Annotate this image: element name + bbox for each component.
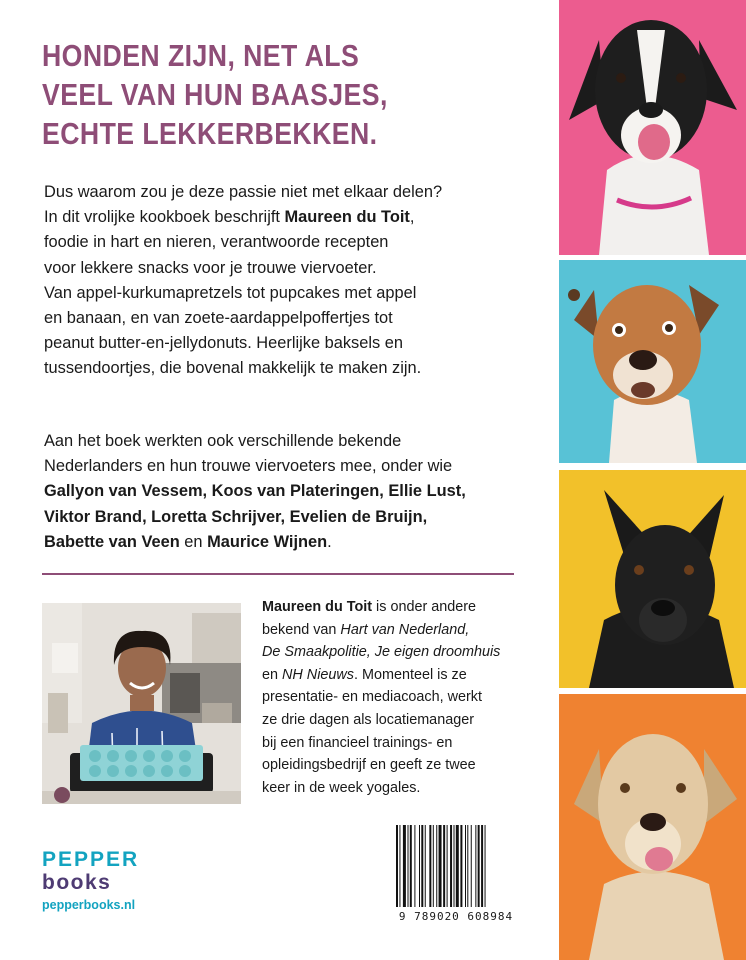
bio-text: en [262,666,283,683]
intro-text: , [409,208,415,227]
author-bio [262,596,522,799]
contrib-text: en [179,532,208,551]
barcode-bar [456,825,459,907]
dog-illustration [559,694,746,960]
contrib-name: Babette van Veen [44,532,180,551]
contrib-text: . [327,532,332,551]
dog-illustration [559,0,746,255]
barcode-bar [403,825,406,907]
barcode-bar [421,825,423,907]
isbn-number: 9 789020 608984 [398,910,514,923]
barcode-bar [399,825,400,907]
intro-line: peanut butter-en-jellydonuts. Heerlijke baksels en [44,334,403,353]
barcode-bar [410,825,412,907]
intro-line: tussendoortjes, die bovenal makkelijk te maken zijn. [44,359,422,378]
barcode-bar [408,825,409,907]
bio-line: ze drie dagen als locatiemanager [262,711,474,728]
bio-line: presentatie- en mediacoach, werkt [262,689,482,706]
bio-line [262,664,522,687]
barcode-bar [485,825,486,907]
bio-author-name: Maureen du Toit [262,599,373,615]
barcode-bar [460,825,462,907]
dog-illustration [559,260,746,463]
barcode-bar [433,825,434,907]
bio-line: keer in de week yogales. [262,779,421,796]
dog-illustration [559,470,746,688]
bio-line: opleidingsbedrijf en geeft ze twee [262,757,476,774]
barcode-bar [475,825,476,907]
intro-line: en banaan, en van zoete-aardappelpoffertjes tot [44,309,393,328]
dog-photo-yellow [559,470,746,688]
intro-line: voor lekkere snacks voor je trouwe viervoeter. [44,258,377,277]
barcode-bar [396,825,398,907]
bio-show-title: Hart van Nederland, [340,621,470,638]
logo-word-pepper: PEPPER [42,848,140,871]
isbn-barcode [392,823,520,927]
barcode-bar [450,825,452,907]
dog-photo-pink [559,0,746,255]
barcode-bar [447,825,448,907]
barcode-bar [419,825,420,907]
barcode-bar [436,825,437,907]
author-photo-illustration [42,603,241,804]
bio-show-title: NH Nieuws [282,666,354,683]
publisher-url[interactable]: pepperbooks.nl [42,898,136,912]
barcode-bar [481,825,483,907]
barcode-bars [392,823,520,909]
dog-photo-blue [559,260,746,463]
headline-line: VEEL VAN HUN BAASJES, [42,77,388,112]
intro-line: Dus waarom zou je deze passie niet met elkaar delen? [44,183,443,201]
bio-line [262,619,522,642]
barcode-bar [478,825,480,907]
barcode-bar [414,825,415,907]
intro-paragraph [44,180,524,382]
bio-show-titles: De Smaakpolitie, Je eigen droomhuis [262,644,501,661]
intro-line [44,205,524,230]
bio-text: is onder andere [372,599,477,615]
contrib-line: Aan het boek werkten ook verschillende bekende [44,432,402,450]
author-name: Maureen du Toit [284,208,410,227]
headline-line: HONDEN ZIJN, NET ALS [42,38,360,73]
barcode-bar [425,825,426,907]
contrib-names-line: Gallyon van Vessem, Koos van Plateringen, Ellie Lust, [44,482,466,501]
barcode-bar [454,825,455,907]
bio-text: bekend van [262,621,341,638]
barcode-bar [467,825,468,907]
headline-line: ECHTE LEKKERBEKKEN. [42,116,378,151]
dog-photo-orange [559,694,746,960]
publisher-logo [42,848,139,912]
barcode-bar [471,825,472,907]
barcode-bar [465,825,466,907]
contrib-line: Nederlanders en hun trouwe viervoeters mee, onder wie [44,457,453,476]
contrib-name: Maurice Wijnen [207,532,328,551]
bio-line: bij een financieel trainings- en [262,734,453,751]
barcode-bar [439,825,442,907]
barcode-bar [429,825,431,907]
intro-line: Van appel-kurkumapretzels tot pupcakes met appel [44,283,417,302]
contrib-line [44,530,524,555]
author-photo [42,603,241,804]
bio-text: . Momenteel is ze [353,666,467,683]
section-divider [42,573,514,575]
intro-line: foodie in hart en nieren, verantwoorde recepten [44,233,389,252]
intro-text: In dit vrolijke kookboek beschrijft [44,208,285,227]
contrib-names-line: Viktor Brand, Loretta Schrijver, Evelien de Bruijn, [44,507,428,526]
contributors-paragraph [44,429,524,555]
headline [42,36,438,153]
bio-line [262,596,522,619]
barcode-bar [443,825,445,907]
logo-word-books: books [42,871,112,894]
